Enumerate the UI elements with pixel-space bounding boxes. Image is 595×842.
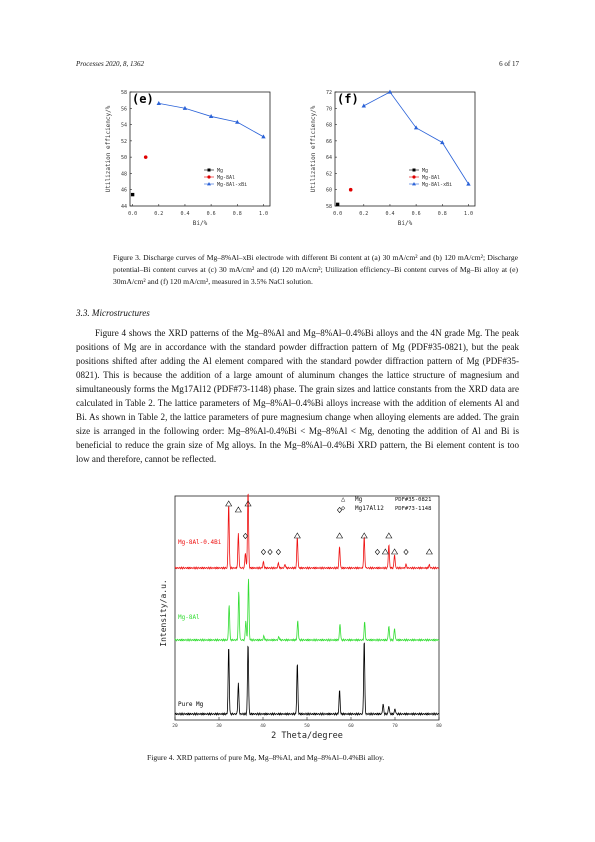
mg17al12-peak-marker	[375, 549, 379, 554]
y-tick-label: 46	[120, 187, 127, 194]
mg-peak-marker	[235, 507, 241, 512]
legend-marker	[413, 169, 416, 172]
legend-label: Mg-8Al-xBi	[422, 182, 453, 188]
y-tick-label: 48	[120, 171, 127, 178]
legend-pdf: PDF#73-1148	[395, 506, 432, 512]
legend-phase: Mg	[355, 496, 363, 503]
x-tick-label: 50	[304, 724, 310, 729]
mg-peak-marker	[226, 501, 232, 506]
x-tick-label: 1.0	[258, 211, 268, 217]
x-tick-label: 0.8	[437, 211, 447, 217]
xrd-series-line	[175, 643, 439, 715]
x-axis-label: Bi/%	[397, 220, 413, 227]
legend-label: Mg-8Al	[422, 175, 441, 181]
x-tick-label: 1.0	[463, 211, 473, 217]
page-number: 6 of 17	[499, 60, 519, 68]
y-axis-label: Intensity/a.u.	[159, 579, 168, 647]
figure-3-panel-f	[305, 84, 485, 244]
data-point	[440, 140, 444, 144]
mg-peak-marker	[426, 549, 432, 554]
legend-marker	[208, 169, 211, 172]
panel-label: (f)	[337, 92, 359, 106]
y-tick-label: 50	[120, 155, 127, 162]
x-tick-label: 0.6	[206, 211, 216, 217]
series-label: Mg-8Al-0.4Bi	[178, 539, 222, 546]
y-tick-label: 58	[120, 90, 127, 96]
x-axis-label: 2 Theta/degree	[271, 731, 343, 741]
y-tick-label: 44	[120, 204, 127, 210]
y-tick-label: 72	[325, 90, 332, 96]
x-tick-label: 40	[260, 724, 266, 729]
y-axis-label: Utilization efficiency/%	[105, 105, 112, 193]
y-tick-label: 60	[325, 187, 332, 194]
data-point	[261, 134, 265, 138]
xrd-series-line	[175, 579, 439, 641]
y-tick-label: 58	[325, 204, 332, 210]
mg-peak-marker	[386, 533, 392, 538]
data-point	[157, 101, 161, 105]
x-tick-label: 0.8	[232, 211, 242, 217]
plot-frame	[335, 92, 475, 206]
mg-peak-marker	[294, 533, 300, 538]
y-tick-label: 68	[325, 122, 332, 129]
y-tick-label: 66	[325, 138, 332, 145]
legend-label: Mg-8Al	[217, 175, 236, 181]
panel-label: (e)	[132, 92, 154, 106]
x-tick-label: 70	[392, 724, 398, 729]
x-tick-label: 0.4	[180, 211, 190, 217]
legend-symbol: △	[341, 495, 346, 503]
series-label: Mg-8Al	[178, 614, 200, 621]
data-point	[144, 155, 148, 159]
y-tick-label: 64	[325, 155, 332, 162]
legend-label: Mg	[217, 168, 224, 174]
x-tick-label: 0.2	[359, 211, 369, 217]
data-point	[336, 203, 339, 206]
legend-pdf: PDF#35-0821	[395, 497, 432, 503]
x-tick-label: 0.2	[154, 211, 164, 217]
y-axis-label: Utilization efficiency/%	[310, 105, 317, 193]
mg17al12-peak-marker	[268, 549, 272, 554]
plot-frame	[175, 496, 439, 720]
x-axis-label: Bi/%	[192, 220, 208, 227]
x-tick-label: 80	[436, 724, 442, 729]
figure-3-caption: Figure 3. Discharge curves of Mg–8%Al–xBi electrode with different Bi content at (a) 30 mA/cm² and (b) 120 mA/cm²; Discharge potential–Bi content curves at (c) 30 mA/cm² and (d) 120 mA/cm²; Utilization efficiency–Bi content curves of Mg–Bi alloy at (e) 30mA/cm² and (f) 120 mA/cm², measured in 3.5% NaCl solution.	[113, 253, 518, 286]
plot-frame	[130, 92, 270, 206]
y-tick-label: 70	[325, 106, 332, 113]
mg17al12-peak-marker	[276, 549, 280, 554]
mg-peak-marker	[382, 549, 388, 554]
y-tick-label: 56	[120, 106, 127, 113]
legend-label: Mg	[422, 168, 429, 174]
y-tick-label: 62	[325, 171, 332, 178]
mg17al12-peak-marker	[261, 549, 265, 554]
x-tick-label: 0.0	[333, 211, 343, 217]
legend-phase: Mg17Al12	[355, 505, 384, 512]
figure-4-xrd-chart	[155, 492, 445, 742]
section-title: 3.3. Microstructures	[76, 308, 150, 318]
mg17al12-peak-marker	[404, 549, 408, 554]
legend-symbol: ◇	[341, 504, 346, 512]
x-tick-label: 60	[348, 724, 354, 729]
legend-label: Mg-8Al-xBi	[217, 182, 248, 188]
x-tick-label: 0.4	[385, 211, 395, 217]
x-tick-label: 0.0	[128, 211, 138, 217]
mg-peak-marker	[361, 533, 367, 538]
legend-marker	[207, 175, 210, 178]
body-paragraph: Figure 4 shows the XRD patterns of the Mg–8%Al and Mg–8%Al–0.4%Bi alloys and the 4N grade Mg. The peak positions of Mg are in accordance with the standard powder diffraction pattern of Mg (PDF#35-0821), but the peak positions shifted after adding the Al element compared with the standard powder diffraction pattern of Mg (PDF#35-0821). This is because the addition of a large amount of aluminum changes the lattice structure of magnesium and simultaneously forms the Mg17Al12 (PDF#73-1148) phase. The grain sizes and lattice constants from the XRD data are calculated in Table 2. The lattice parameters of Mg–8%Al–0.4%Bi alloys increase with the addition of elements Al and Bi. As shown in Table 2, the lattice parameters of pure magnesium change when alloying elements are added. The grain size is arranged in the following order: Mg–8%Al-0.4%Bi < Mg–8%Al < Mg, denoting the addition of Al and Bi is beneficial to reduce the grain size of Mg alloys. In the Mg–8%Al–0.4%Bi XRD pattern, the Bi element content is too low and therefore, cannot be reflected.	[76, 328, 519, 464]
y-tick-label: 54	[120, 122, 127, 129]
x-tick-label: 20	[172, 724, 178, 729]
figure-3-panel-e	[100, 84, 280, 244]
mg-peak-marker	[337, 533, 343, 538]
figure-4-caption: Figure 4. XRD patterns of pure Mg, Mg–8%Al, and Mg–8%Al–0.4%Bi alloy.	[147, 753, 385, 762]
x-tick-label: 0.6	[411, 211, 421, 217]
y-tick-label: 52	[120, 138, 127, 145]
x-tick-label: 30	[216, 724, 222, 729]
data-point	[349, 188, 353, 192]
series-label: Pure Mg	[178, 701, 204, 708]
journal-header: Processes 2020, 8, 1362	[76, 60, 144, 68]
data-point	[131, 193, 134, 196]
series-line	[159, 103, 264, 136]
mg-peak-marker	[392, 549, 398, 554]
data-point	[388, 90, 392, 94]
legend-marker	[412, 175, 415, 178]
